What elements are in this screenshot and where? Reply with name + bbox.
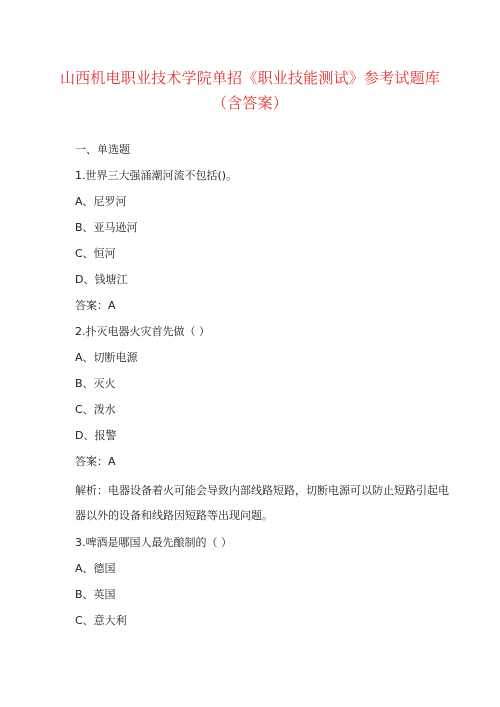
question-2-option-b: B、灭火: [75, 377, 116, 390]
document-title: 山西机电职业技术学院单招《职业技能测试》参考试题库: [59, 69, 440, 87]
question-2-text: 2.扑灭电器火灾首先做（ ）: [75, 325, 210, 338]
question-2-option-c: C、泼水: [75, 403, 116, 416]
question-1-answer: 答案：A: [75, 299, 116, 312]
question-1-option-b: B、亚马逊河: [75, 221, 138, 234]
question-1-text: 1.世界三大强涌潮河流不包括()。: [75, 169, 238, 182]
section-heading: 一、单选题: [75, 143, 130, 156]
question-1-option-d: D、钱塘江: [75, 273, 128, 286]
question-3-option-b: B、英国: [75, 588, 116, 601]
question-3-option-a: A、德国: [75, 562, 116, 575]
question-3-text: 3.啤酒是哪国人最先酿制的（ ）: [75, 536, 232, 549]
question-1-option-a: A、尼罗河: [75, 195, 127, 208]
question-2-option-d: D、报警: [75, 429, 117, 442]
question-2-analysis-line-2: 器以外的设备和线路因短路等出现问题。: [75, 509, 273, 522]
question-3-option-c: C、意大利: [75, 614, 127, 627]
question-2-answer: 答案：A: [75, 455, 116, 468]
question-1-option-c: C、恒河: [75, 247, 116, 260]
question-2-analysis-line-1: 解析：电器设备着火可能会导致内部线路短路，切断电源可以防止短路引起电: [75, 484, 449, 497]
question-2-option-a: A、切断电源: [75, 351, 138, 364]
document-subtitle: （含答案）: [211, 94, 288, 112]
